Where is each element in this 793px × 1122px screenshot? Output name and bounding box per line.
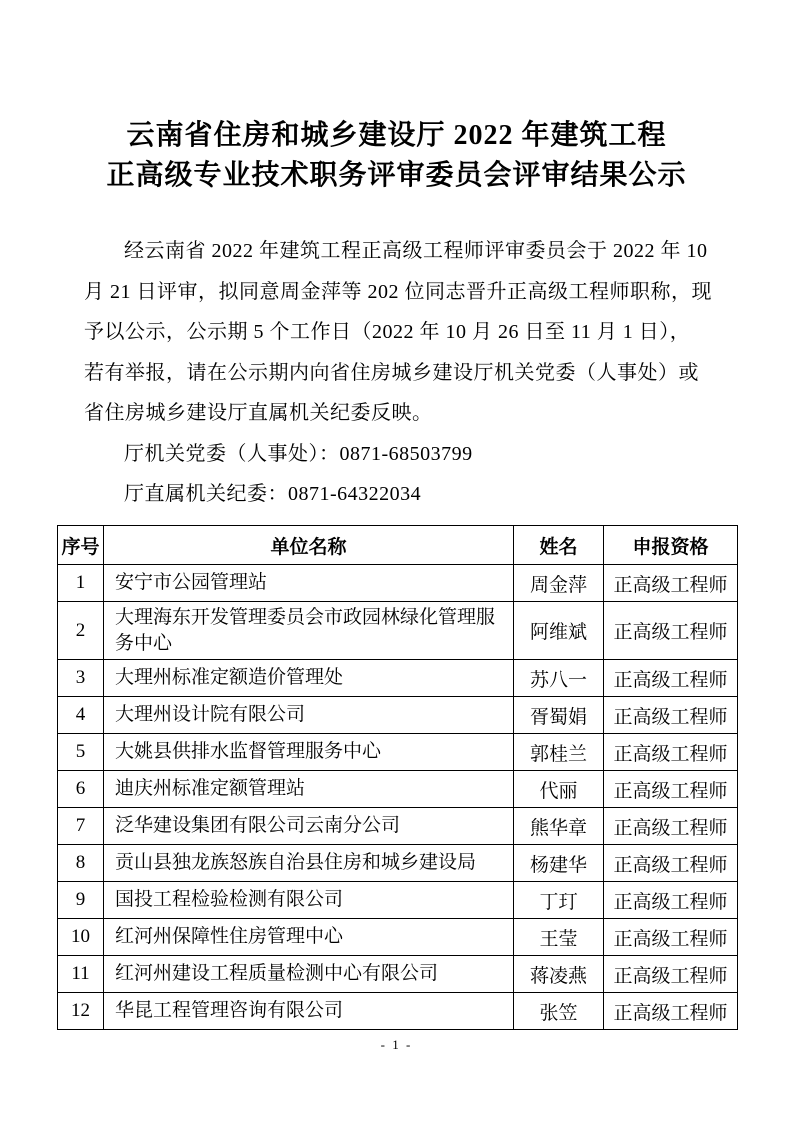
contact-phone-line: 厅机关党委（人事处）：0871-68503799	[124, 442, 473, 465]
table-row	[58, 845, 738, 882]
row-name: 苏八一	[514, 660, 604, 697]
table-row	[58, 993, 738, 1030]
table-header-row	[58, 526, 738, 565]
row-name: 蒋凌燕	[514, 956, 604, 993]
row-unit: 迪庆州标准定额管理站	[104, 771, 514, 808]
row-name: 郭桂兰	[514, 734, 604, 771]
row-unit: 红河州建设工程质量检测中心有限公司	[104, 956, 514, 993]
row-name: 杨建华	[514, 845, 604, 882]
table-row	[58, 602, 738, 660]
row-no: 8	[58, 845, 104, 882]
row-unit: 红河州保障性住房管理中心	[104, 919, 514, 956]
row-qualification: 正高级工程师	[604, 993, 738, 1030]
row-no: 5	[58, 734, 104, 771]
contact-phone-line: 厅直属机关纪委：0871-64322034	[124, 483, 422, 505]
row-unit: 大理州标准定额造价管理处	[104, 660, 514, 697]
row-qualification: 正高级工程师	[604, 771, 738, 808]
row-unit: 泛华建设集团有限公司云南分公司	[104, 808, 514, 845]
row-name: 丁玎	[514, 882, 604, 919]
row-name: 代丽	[514, 771, 604, 808]
row-unit: 国投工程检验检测有限公司	[104, 882, 514, 919]
table-row	[58, 956, 738, 993]
table-row	[58, 734, 738, 771]
row-no: 11	[58, 956, 104, 993]
row-no: 12	[58, 993, 104, 1030]
table-row	[58, 808, 738, 845]
body-paragraph-line: 予以公示，公示期 5 个工作日（2022 年 10 月 26 日至 11 月 1 日），	[84, 321, 691, 343]
row-qualification: 正高级工程师	[604, 734, 738, 771]
page-number: - 1 -	[380, 1037, 413, 1052]
results-table	[57, 525, 738, 1030]
document-title	[0, 116, 793, 196]
table-header-qualification: 申报资格	[604, 526, 738, 565]
table-row	[58, 565, 738, 602]
row-no: 9	[58, 882, 104, 919]
row-qualification: 正高级工程师	[604, 882, 738, 919]
row-no: 2	[58, 602, 104, 660]
row-qualification: 正高级工程师	[604, 845, 738, 882]
table-header-no: 序号	[58, 526, 104, 565]
row-unit: 大理海东开发管理委员会市政园林绿化管理服务中心	[104, 602, 514, 660]
document-body	[84, 231, 716, 515]
row-name: 周金萍	[514, 565, 604, 602]
row-unit: 华昆工程管理咨询有限公司	[104, 993, 514, 1030]
table-row	[58, 660, 738, 697]
row-name: 胥蜀娟	[514, 697, 604, 734]
row-qualification: 正高级工程师	[604, 565, 738, 602]
row-qualification: 正高级工程师	[604, 697, 738, 734]
table-row	[58, 697, 738, 734]
row-qualification: 正高级工程师	[604, 602, 738, 660]
row-unit: 安宁市公园管理站	[104, 565, 514, 602]
body-paragraph-line: 经云南省 2022 年建筑工程正高级工程师评审委员会于 2022 年 10	[124, 240, 708, 262]
row-no: 3	[58, 660, 104, 697]
row-qualification: 正高级工程师	[604, 956, 738, 993]
row-name: 阿维斌	[514, 602, 604, 660]
body-paragraph-line: 若有举报，请在公示期内向省住房城乡建设厅机关党委（人事处）或	[84, 361, 699, 384]
row-unit: 贡山县独龙族怒族自治县住房和城乡建设局	[104, 845, 514, 882]
table-row	[58, 919, 738, 956]
table-header-unit: 单位名称	[104, 526, 514, 565]
row-no: 4	[58, 697, 104, 734]
document-title-line-2: 正高级专业技术职务评审委员会评审结果公示	[106, 160, 687, 191]
row-name: 熊华章	[514, 808, 604, 845]
table-header-name: 姓名	[514, 526, 604, 565]
row-name: 王莹	[514, 919, 604, 956]
body-paragraph-line: 月 21 日评审，拟同意周金萍等 202 位同志晋升正高级工程师职称，现	[84, 280, 712, 303]
row-no: 7	[58, 808, 104, 845]
table-row	[58, 771, 738, 808]
table-row	[58, 882, 738, 919]
row-unit: 大姚县供排水监督管理服务中心	[104, 734, 514, 771]
row-no: 1	[58, 565, 104, 602]
row-no: 6	[58, 771, 104, 808]
row-qualification: 正高级工程师	[604, 808, 738, 845]
row-qualification: 正高级工程师	[604, 919, 738, 956]
row-name: 张笠	[514, 993, 604, 1030]
document-title-line-1: 云南省住房和城乡建设厅 2022 年建筑工程	[126, 120, 667, 151]
row-no: 10	[58, 919, 104, 956]
body-paragraph-line: 省住房城乡建设厅直属机关纪委反映。	[84, 402, 433, 424]
row-qualification: 正高级工程师	[604, 660, 738, 697]
row-unit: 大理州设计院有限公司	[104, 697, 514, 734]
